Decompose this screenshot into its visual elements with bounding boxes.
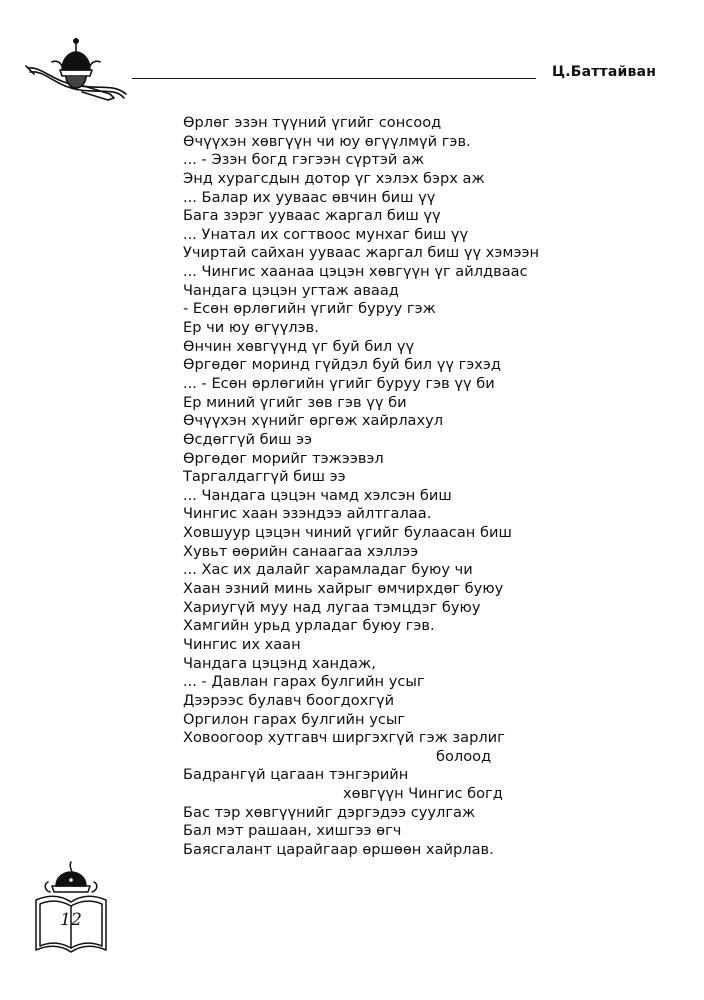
poem-line: Бал мэт рашаан, хишгээ өгч	[183, 822, 402, 840]
poem-line: Оргилон гарах булгийн усыг	[183, 710, 406, 728]
poem-line: Чингис их хаан	[183, 635, 301, 653]
poem-line: ... Унатал их согтвоос мунхаг биш үү	[183, 225, 469, 243]
poem-line: Энд хурагсдын дотор үг хэлэх бэрх аж	[183, 169, 485, 187]
poem-line: Хариугүй муу над лугаа тэмцдэг буюу	[183, 598, 481, 616]
poem-line: Учиртай сайхан ууваас жаргал биш үү хэмээн	[183, 244, 540, 262]
poem-line: Өргөдөг морийг тэжээвэл	[183, 449, 384, 467]
author-name: Ц.Баттайван	[552, 64, 657, 80]
poem-line: Ер миний үгийг зөв гэв үү би	[183, 393, 407, 411]
poem-line: Өнчин хөвгүүнд үг буй бил үү	[183, 337, 415, 355]
poem-line: Бадрангүй цагаан тэнгэрийн	[183, 766, 409, 784]
poem-line: Хамгийн урьд урладаг буюу гэв.	[183, 617, 435, 635]
poem-line: Чандага цэцэн угтаж аваад	[183, 281, 399, 299]
poem-line: Өсдөггүй биш ээ	[183, 430, 313, 448]
poem-line: Ховшуур цэцэн чиний үгийг булаасан биш	[183, 524, 512, 542]
poem-line: Ер чи юу өгүүлэв.	[183, 319, 319, 337]
poem-line: ... Балар их ууваас өвчин биш үү	[183, 188, 436, 206]
poem-line: ... - Давлан гарах булгийн усыг	[183, 673, 425, 691]
poem-line: ... Чингис хаанаа цэцэн хөвгүүн үг айлдваас	[183, 263, 528, 281]
poem-line-continuation: болоод	[436, 747, 492, 765]
poem-line: Дээрээс булавч боогдохгүй	[183, 691, 395, 709]
header-rule	[132, 78, 536, 79]
poem-line: Өргөдөг моринд гүйдэл буй бил үү гэхэд	[183, 356, 502, 374]
poem-line: Таргалдаггүй биш ээ	[183, 468, 346, 486]
poem-line: Өрлөг эзэн түүний үгийг сонсоод	[183, 114, 442, 131]
poem-line: Бас тэр хөвгүүнийг дэргэдээ суулгаж	[183, 803, 476, 821]
poem-line: - Есөн өрлөгийн үгийг буруу гэж	[183, 300, 436, 318]
page-number: 12	[60, 910, 82, 930]
poem-line-continuation: хөвгүүн Чингис богд	[343, 785, 503, 803]
poem-line: Баясгалант царайгаар өршөөн хайрлав.	[183, 840, 494, 858]
poem-line: Чингис хаан эзэндээ айлтгалаа.	[183, 505, 432, 523]
poem-line: Чандага цэцэнд хандаж,	[183, 654, 376, 672]
poem-line: ... - Есөн өрлөгийн үгийг буруу гэв үү би	[183, 374, 495, 392]
poem-line: Ховоогоор хутгавч ширгэхгүй гэж зарлиг	[183, 729, 505, 747]
mongolian-helmet-and-bow-icon	[22, 36, 132, 104]
poem-line: Өчүүхэн хүнийг өргөж хайрлахул	[183, 412, 444, 430]
poem-line: ... Хас их далайг харамладаг буюу чи	[183, 561, 473, 579]
poem-line: ... Чандага цэцэн чамд хэлсэн биш	[183, 486, 452, 504]
poem-line: Хаан эзний минь хайрыг өмчирхдөг буюу	[183, 580, 504, 598]
poem-line: Бага зэрэг ууваас жаргал биш үү	[183, 207, 441, 225]
poem-line: Өчүүхэн хөвгүүн чи юу өгүүлмүй гэв.	[183, 132, 471, 150]
poem-line: ... - Эзэн богд гэгээн сүртэй аж	[183, 151, 425, 169]
poem-text	[183, 114, 539, 860]
poem-line: Хувьт өөрийн санаагаа хэллээ	[183, 542, 419, 560]
